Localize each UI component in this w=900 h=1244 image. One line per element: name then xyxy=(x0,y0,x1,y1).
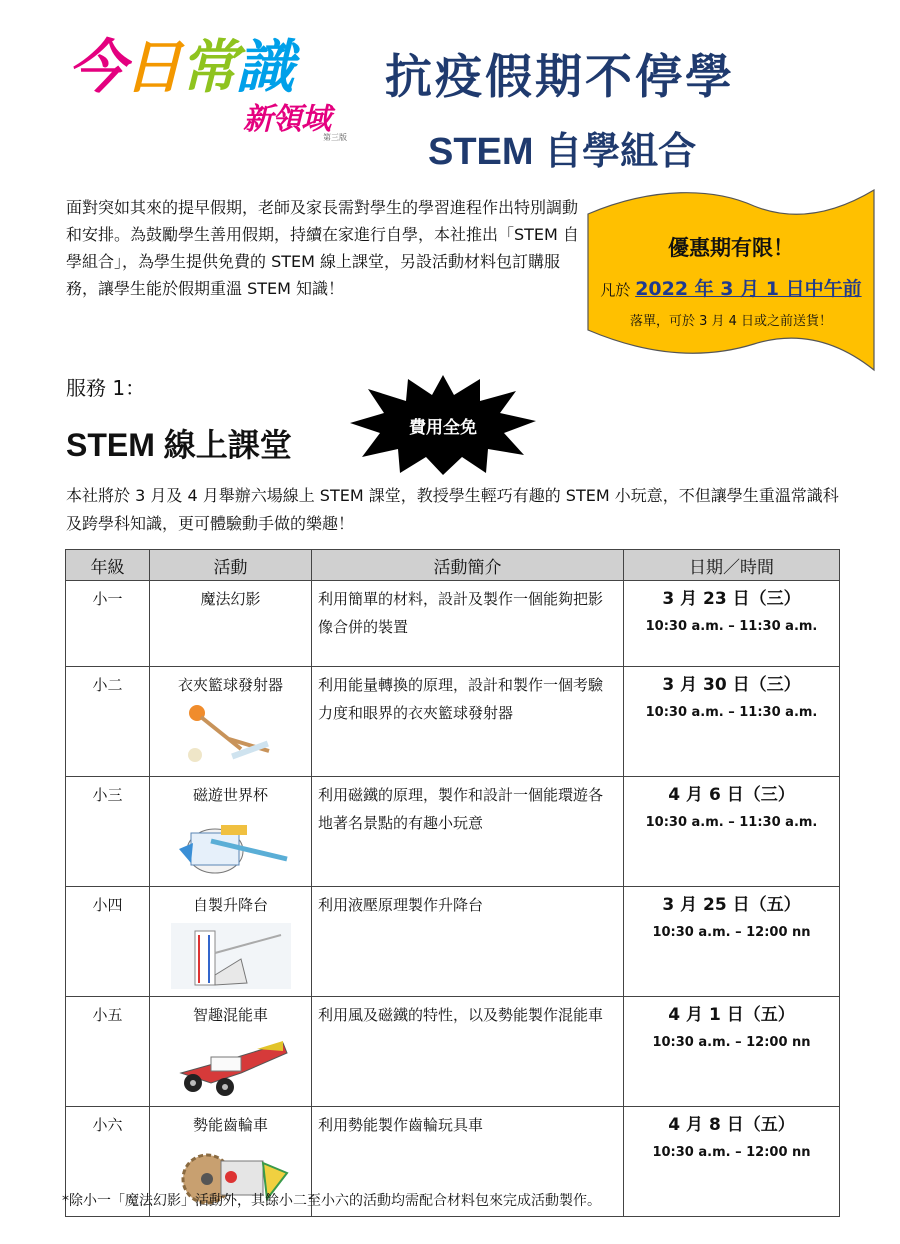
promo-deadline-date: 2022 年 3 月 1 日中午前 xyxy=(635,278,862,300)
table-row xyxy=(66,777,840,887)
promo-deadline-prefix: 凡於 xyxy=(600,281,631,299)
hybrid-car-image xyxy=(171,1033,291,1099)
row-activity: 魔法幻影 xyxy=(150,581,312,667)
row-summary: 利用液壓原理製作升降台 xyxy=(312,887,624,997)
row-grade: 小六 xyxy=(66,1107,150,1217)
table-row xyxy=(66,997,840,1107)
row-summary: 利用風及磁鐵的特性，以及勢能製作混能車 xyxy=(312,997,624,1107)
row-activity: 智趣混能車 xyxy=(150,997,312,1107)
row-grade: 小二 xyxy=(66,667,150,777)
service-label: 服務 1： xyxy=(66,376,146,400)
row-datetime: 4 月 8 日（五） 10:30 a.m. – 12:00 nn xyxy=(624,1107,840,1217)
table-header-row xyxy=(66,550,840,581)
clothespin-launcher-image xyxy=(171,703,291,765)
col-header-activity: 活動 xyxy=(150,550,312,581)
free-badge xyxy=(348,373,538,477)
table-row xyxy=(66,887,840,997)
intro-paragraph: 面對突如其來的提早假期，老師及家長需對學生的學習進程作出特別調動和安排。為鼓勵學生善用假期，持續在家進行自學，本社推出「STEM 自學組合」，為學生提供免費的 STEM 線上課堂，另設活動材料包訂購服務，讓學生能於假期重溫 STEM 知識！ xyxy=(66,198,579,298)
magnetic-cup-image xyxy=(171,813,291,879)
service-description: 本社將於 3 月及 4 月舉辦六場線上 STEM 課堂，教授學生輕巧有趣的 STEM 小玩意，不但讓學生重溫常識科及跨學科知識，更可體驗動手做的樂趣！ xyxy=(66,486,839,533)
row-grade: 小四 xyxy=(66,887,150,997)
schedule-table xyxy=(65,549,840,1217)
hydraulic-lift-image xyxy=(171,923,291,989)
row-summary: 利用磁鐵的原理，製作和設計一個能環遊各地著名景點的有趣小玩意 xyxy=(312,777,624,887)
table-row xyxy=(66,667,840,777)
row-activity: 勢能齒輪車 xyxy=(150,1107,312,1217)
free-badge-text: 費用全免 xyxy=(409,418,477,438)
row-grade: 小五 xyxy=(66,997,150,1107)
promo-banner xyxy=(584,180,878,376)
row-datetime: 4 月 6 日（三） 10:30 a.m. – 11:30 a.m. xyxy=(624,777,840,887)
row-activity: 磁遊世界杯 xyxy=(150,777,312,887)
page-subtitle: STEM 自學組合 xyxy=(428,131,697,173)
row-summary: 利用能量轉換的原理，設計和製作一個考驗力度和眼界的衣夾籃球發射器 xyxy=(312,667,624,777)
promo-delivery-note: 落單，可於 3 月 4 日或之前送貨！ xyxy=(629,314,833,329)
promo-headline: 優惠期有限！ xyxy=(668,236,794,260)
row-datetime: 3 月 25 日（五） 10:30 a.m. – 12:00 nn xyxy=(624,887,840,997)
page-title: 抗疫假期不停學 xyxy=(385,50,735,105)
col-header-grade: 年級 xyxy=(66,550,150,581)
row-summary: 利用勢能製作齒輪玩具車 xyxy=(312,1107,624,1217)
row-datetime: 3 月 23 日（三） 10:30 a.m. – 11:30 a.m. xyxy=(624,581,840,667)
row-activity: 衣夾籃球發射器 xyxy=(150,667,312,777)
footnote: *除小一「魔法幻影」活動外，其餘小二至小六的活動均需配合材料包來完成活動製作。 xyxy=(62,1193,601,1209)
promo-deadline-line xyxy=(584,274,878,301)
row-activity: 自製升降台 xyxy=(150,887,312,997)
logo-sub-text: 新領域 xyxy=(243,102,330,137)
row-summary: 利用簡單的材料，設計及製作一個能夠把影像合併的裝置 xyxy=(312,581,624,667)
publisher-logo xyxy=(68,33,358,156)
row-grade: 小三 xyxy=(66,777,150,887)
row-datetime: 3 月 30 日（三） 10:30 a.m. – 11:30 a.m. xyxy=(624,667,840,777)
table-row xyxy=(66,581,840,667)
col-header-summary: 活動簡介 xyxy=(312,550,624,581)
service-heading: STEM 線上課堂 xyxy=(66,427,292,463)
row-grade: 小一 xyxy=(66,581,150,667)
logo-edition: 第三版 xyxy=(323,133,347,142)
col-header-datetime: 日期／時間 xyxy=(624,550,840,581)
logo-main-text: 今日常識 xyxy=(68,33,293,101)
row-datetime: 4 月 1 日（五） 10:30 a.m. – 12:00 nn xyxy=(624,997,840,1107)
